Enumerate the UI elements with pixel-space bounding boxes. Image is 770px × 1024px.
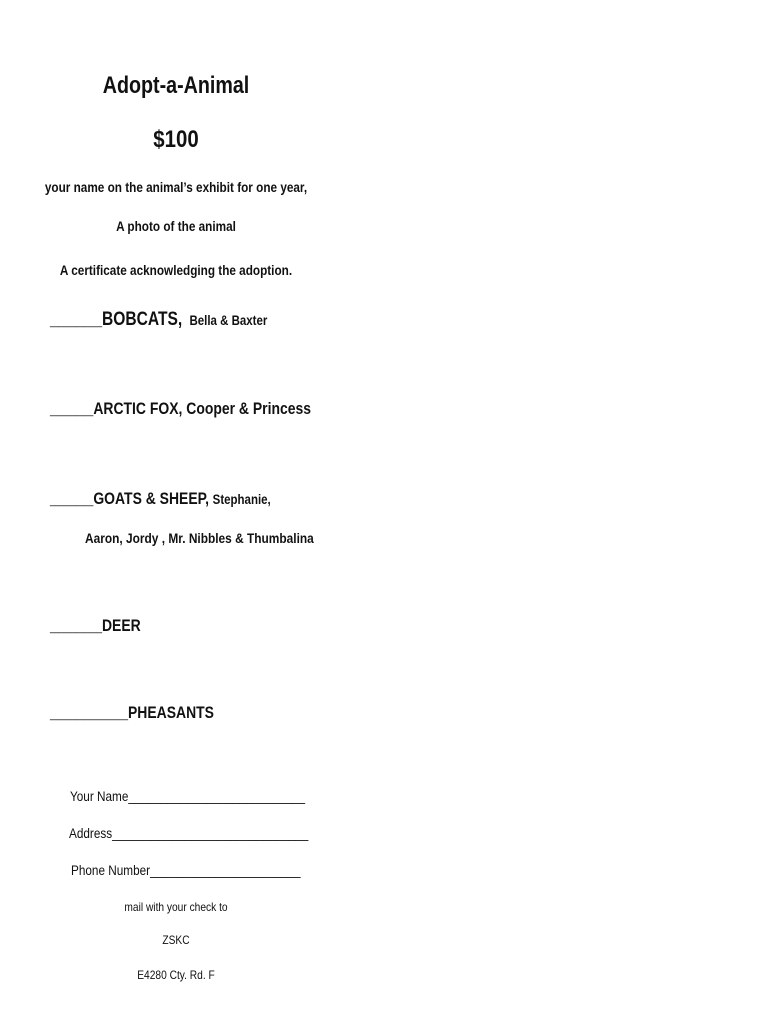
animal-option-arctic-fox	[50, 398, 311, 420]
animal-detail-bobcats: Bella & Baxter	[189, 312, 268, 328]
benefit-exhibit-name: your name on the animal’s exhibit for one year,	[44, 179, 308, 195]
animal-name-pheasants: PHEASANTS	[127, 703, 214, 722]
your-name-label: Your Name	[70, 788, 129, 804]
animal-name-arctic-fox: ARCTIC FOX, Cooper & Princess	[93, 399, 311, 418]
your-name-field[interactable]	[70, 788, 305, 804]
benefit-photo: A photo of the animal	[116, 218, 236, 234]
phone-number-blank[interactable]: _______________________	[150, 862, 301, 878]
checkbox-blank-deer: ______	[50, 615, 102, 636]
animal-detail-goats-sheep: Stephanie,	[212, 491, 271, 507]
mail-address: E4280 Cty. Rd. F	[137, 968, 215, 982]
page-title: Adopt-a-Animal	[102, 72, 250, 99]
your-name-blank[interactable]: ___________________________	[128, 788, 306, 804]
animal-name-bobcats: BOBCATS,	[101, 309, 183, 330]
animal-option-deer	[50, 615, 141, 637]
animal-name-goats-sheep: GOATS & SHEEP,	[93, 489, 210, 508]
address-field[interactable]	[69, 825, 308, 841]
checkbox-blank-bobcats: ______	[50, 309, 102, 330]
adoption-price: $100	[153, 126, 199, 153]
phone-number-field[interactable]	[71, 862, 301, 878]
address-label: Address	[69, 825, 113, 841]
animal-option-goats-sheep	[50, 488, 271, 510]
checkbox-blank-pheasants: _________	[50, 702, 128, 723]
animal-option-pheasants	[50, 702, 214, 724]
animal-option-bobcats	[50, 309, 267, 331]
phone-number-label: Phone Number	[71, 862, 151, 878]
checkbox-blank-goats-sheep: _____	[50, 488, 94, 509]
benefit-certificate: A certificate acknowledging the adoption.	[59, 262, 293, 278]
animal-name-deer: DEER	[101, 616, 141, 635]
address-blank[interactable]: ______________________________	[112, 825, 309, 841]
checkbox-blank-arctic-fox: _____	[50, 398, 94, 419]
animal-detail-goats-sheep-names: Aaron, Jordy , Mr. Nibbles & Thumbalina	[85, 530, 314, 546]
mail-instruction: mail with your check to	[124, 900, 228, 914]
mail-recipient: ZSKC	[162, 933, 190, 947]
